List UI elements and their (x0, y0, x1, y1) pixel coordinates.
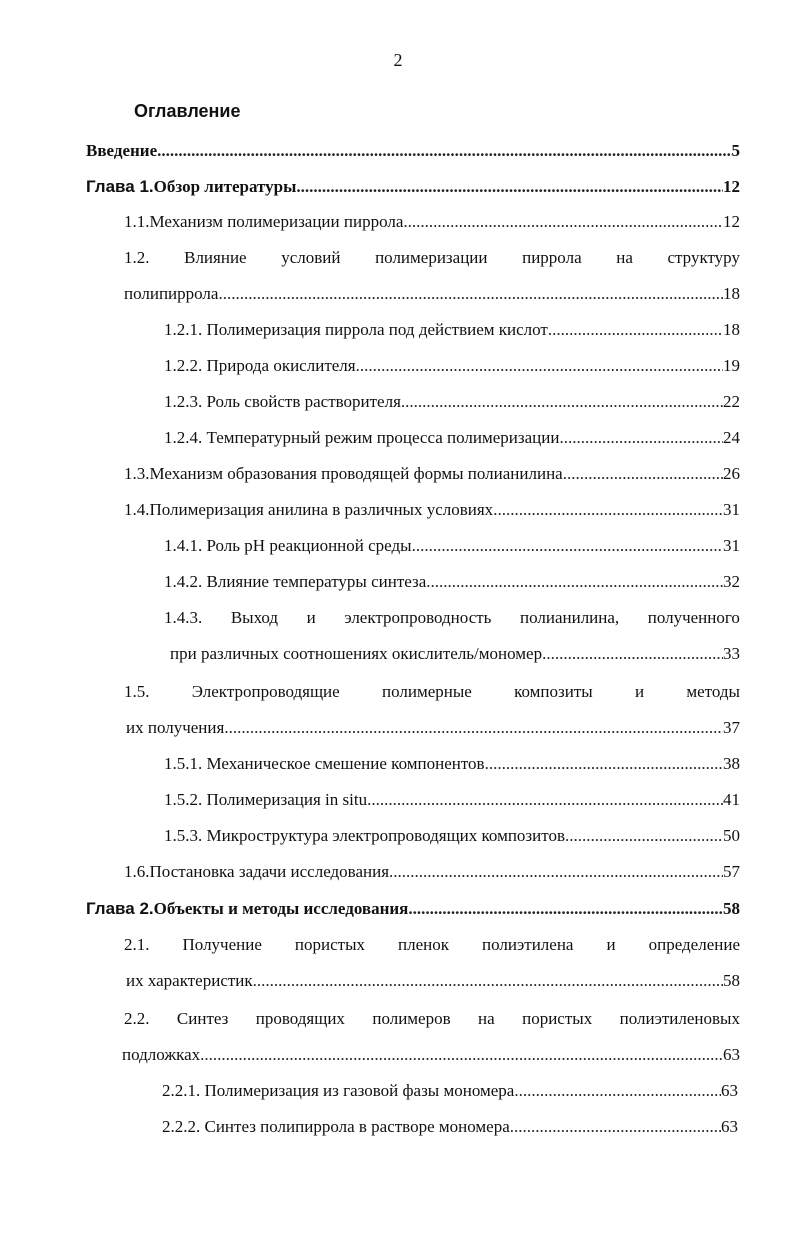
toc-entry-1-2-line2[interactable] (124, 282, 740, 306)
dot-leader (218, 282, 723, 306)
toc-entry-page: 32 (723, 572, 740, 591)
toc-word: пиррола (522, 248, 582, 267)
toc-word: Синтез (176, 1009, 229, 1028)
toc-entry-1-2-2[interactable] (164, 354, 740, 378)
toc-entry-label: 2.2.2. Синтез полипиррола в растворе мономера (162, 1117, 510, 1136)
toc-entry-2-2-line2[interactable] (122, 1043, 740, 1067)
dot-leader (403, 210, 723, 234)
section-number: 2.1. (124, 935, 150, 954)
toc-entry-page: 22 (723, 392, 740, 411)
toc-entry-1-6[interactable] (124, 860, 740, 884)
chapter-number: Глава 1. (86, 177, 154, 196)
dot-leader (157, 139, 731, 163)
section-number: 1.4. (124, 500, 150, 519)
toc-entry-label: 2.2.1. Полимеризация из газовой фазы мономера (162, 1081, 515, 1100)
dot-leader (412, 534, 723, 558)
toc-entry-page: 63 (721, 1081, 738, 1100)
toc-entry-label: полипиррола (124, 284, 219, 303)
toc-entry-page: 58 (723, 899, 740, 918)
toc-entry-label: 1.2.1. Полимеризация пиррола под действием кислот (164, 320, 548, 339)
toc-word: Электропроводящие (191, 682, 340, 701)
toc-entry-1-2-line1[interactable] (124, 246, 740, 270)
toc-entry-page: 41 (723, 790, 740, 809)
toc-entry-page: 31 (723, 500, 740, 519)
dot-leader (367, 788, 723, 812)
toc-entry-page: 31 (723, 536, 740, 555)
toc-entry-1-3[interactable] (124, 462, 740, 486)
toc-entry-label: 1.5.3. Микроструктура электропроводящих композитов (164, 826, 565, 845)
toc-word: полученного (647, 608, 740, 627)
toc-entry-chapter-2[interactable] (86, 897, 740, 921)
toc-entry-2-2-line1[interactable] (124, 1007, 740, 1031)
toc-word: композиты (514, 682, 593, 701)
toc-entry-chapter-1[interactable] (86, 175, 740, 199)
page-number: 2 (393, 50, 403, 70)
toc-entry-label: Механизм образования проводящей формы полианилина (149, 464, 563, 483)
toc-entry-page: 18 (723, 284, 740, 303)
section-number: 1.6. (124, 862, 150, 881)
dot-leader (401, 390, 723, 414)
toc-entry-1-5-2[interactable] (164, 788, 740, 812)
toc-entry-1-5-3[interactable] (164, 824, 740, 848)
dot-leader (559, 426, 723, 450)
toc-entry-1-5-1[interactable] (164, 752, 740, 776)
toc-entry-page: 63 (721, 1117, 738, 1136)
section-number: 1.1. (124, 212, 150, 231)
toc-entry-page: 50 (723, 826, 740, 845)
dot-leader (548, 318, 723, 342)
toc-entry-page: 63 (723, 1045, 740, 1064)
toc-entry-label: Полимеризация анилина в различных условиях (149, 500, 494, 519)
toc-word: условий (281, 248, 341, 267)
toc-word: методы (686, 682, 740, 701)
toc-entry-page: 12 (723, 177, 740, 196)
toc-word: и (634, 682, 645, 701)
toc-word: пленок (398, 935, 449, 954)
toc-entry-page: 37 (723, 718, 740, 737)
toc-word: Получение (182, 935, 262, 954)
toc-entry-1-4-2[interactable] (164, 570, 740, 594)
toc-word: полианилина, (520, 608, 620, 627)
dot-leader (389, 860, 723, 884)
dot-leader (563, 462, 723, 486)
dot-leader (510, 1115, 721, 1139)
toc-entry-label: 1.4.2. Влияние температуры синтеза (164, 572, 427, 591)
toc-entry-page: 19 (723, 356, 740, 375)
toc-entry-label: их получения (126, 718, 225, 737)
chapter-number: Глава 2. (86, 899, 154, 918)
toc-entry-page: 26 (723, 464, 740, 483)
toc-word: и (606, 935, 616, 954)
toc-word: на (616, 248, 633, 267)
section-number: 1.2. (124, 248, 150, 267)
toc-word: полимерные (381, 682, 472, 701)
toc-entry-label: 1.5.1. Механическое смешение компонентов (164, 754, 485, 773)
toc-entry-2-1-line1[interactable] (124, 933, 740, 957)
toc-word: Выход (230, 608, 279, 627)
section-number: 2.2. (124, 1009, 150, 1028)
dot-leader (224, 716, 723, 740)
toc-entry-1-4-3-line2[interactable] (170, 642, 740, 666)
toc-entry-label: 1.2.3. Роль свойств растворителя (164, 392, 401, 411)
dot-leader (493, 498, 723, 522)
toc-entry-page: 33 (723, 644, 740, 663)
dot-leader (565, 824, 723, 848)
toc-entry-label: 1.5.2. Полимеризация in situ (164, 790, 368, 809)
toc-entry-label: Обзор литературы (153, 177, 297, 196)
toc-word: определение (648, 935, 740, 954)
toc-entry-1-1[interactable] (124, 210, 740, 234)
toc-word: на (478, 1009, 495, 1028)
toc-entry-label: Объекты и методы исследования (153, 899, 409, 918)
toc-entry-2-2-2[interactable] (162, 1115, 738, 1139)
toc-entry-label: 1.4.1. Роль pH реакционной среды (164, 536, 412, 555)
toc-entry-page: 18 (723, 320, 740, 339)
toc-entry-page: 38 (723, 754, 740, 773)
dot-leader (485, 752, 723, 776)
toc-entry-1-5-line2[interactable] (126, 716, 740, 740)
section-number: 1.5. (124, 682, 150, 701)
toc-word: электропроводность (344, 608, 492, 627)
toc-entry-1-4-1[interactable] (164, 534, 740, 558)
toc-word: пористых (522, 1009, 593, 1028)
dot-leader (542, 642, 723, 666)
toc-entry-2-1-line2[interactable] (126, 969, 740, 993)
toc-entry-label: Постановка задачи исследования (149, 862, 390, 881)
toc-entry-label: Механизм полимеризации пиррола (149, 212, 404, 231)
toc-entry-label: подложках (122, 1045, 201, 1064)
toc-word: полимеризации (375, 248, 488, 267)
toc-word: структуру (667, 248, 740, 267)
toc-entry-page: 12 (723, 212, 740, 231)
toc-entry-2-2-1[interactable] (162, 1079, 738, 1103)
toc-word: полиэтиленовых (619, 1009, 740, 1028)
toc-entry-1-2-3[interactable] (164, 390, 740, 414)
toc-word: полиэтилена (482, 935, 574, 954)
section-number: 1.3. (124, 464, 150, 483)
toc-entry-label: 1.2.2. Природа окислителя (164, 356, 356, 375)
toc-word: пористых (294, 935, 365, 954)
dot-leader (356, 354, 723, 378)
dot-leader (514, 1079, 721, 1103)
toc-entry-page: 5 (731, 141, 740, 160)
toc-entry-1-2-1[interactable] (164, 318, 740, 342)
toc-word: проводящих (255, 1009, 345, 1028)
dot-leader (200, 1043, 723, 1067)
toc-entry-1-4-3-line1[interactable] (164, 606, 740, 630)
toc-word: Влияние (184, 248, 247, 267)
toc-word: и (306, 608, 316, 627)
toc-entry-page: 57 (723, 862, 740, 881)
toc-entry-page: 24 (723, 428, 740, 447)
toc-entry-1-4[interactable] (124, 498, 740, 522)
dot-leader (253, 969, 723, 993)
toc-word: полимеров (372, 1009, 451, 1028)
toc-entry-page: 58 (723, 971, 740, 990)
toc-entry-label: их характеристик (126, 971, 253, 990)
toc-title: Оглавление (134, 101, 241, 121)
toc-entry-label: 1.2.4. Температурный режим процесса полимеризации (164, 428, 560, 447)
dot-leader (296, 175, 723, 199)
dot-leader (426, 570, 723, 594)
toc-entry-1-2-4[interactable] (164, 426, 740, 450)
dot-leader (408, 897, 723, 921)
toc-entry-label: при различных соотношениях окислитель/мономер (170, 644, 543, 663)
toc-entry-label: Введение (86, 141, 158, 160)
toc-entry-intro[interactable] (86, 139, 740, 163)
toc-entry-1-5-line1[interactable] (124, 680, 740, 704)
toc-word: 1.4.3. (164, 608, 203, 627)
